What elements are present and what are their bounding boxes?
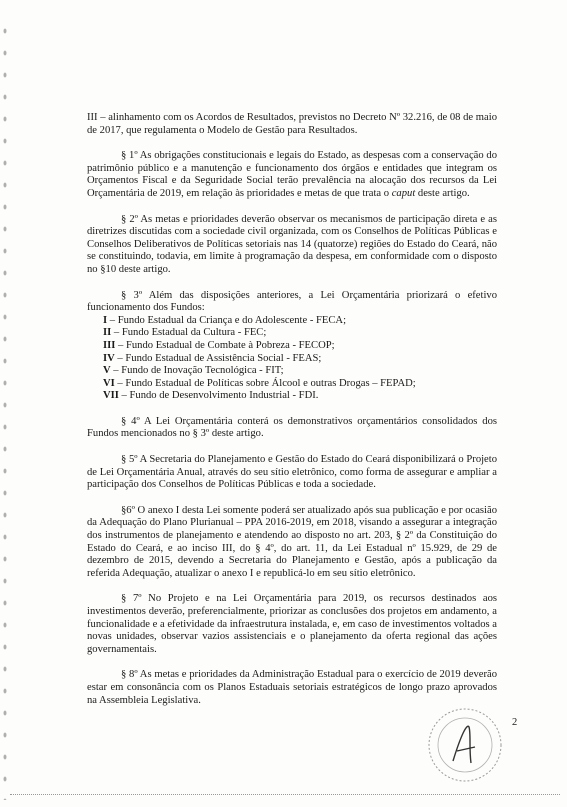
fund-item-2 [103, 327, 497, 340]
fund-item-6 [103, 378, 497, 391]
fund-item-7 [103, 390, 497, 403]
fund-number: III [103, 339, 116, 351]
fund-number: V [103, 365, 111, 377]
fund-item-5 [103, 365, 497, 378]
page-number: 2 [512, 717, 518, 728]
fund-text: – Fundo Estadual da Cultura - FEC; [111, 327, 267, 339]
fund-text: – Fundo Estadual de Assistência Social - FEAS; [114, 352, 322, 364]
fund-number: VI [103, 377, 115, 389]
fund-text: – Fundo de Inovação Tecnológica - FIT; [110, 365, 284, 377]
fund-item-4 [103, 353, 497, 366]
paragraph-3: § 3º Além das disposições anteriores, a Lei Orçamentária priorizará o efetivo funcionamento dos Fundos: [87, 289, 497, 314]
paragraph-6: §6º O anexo I desta Lei somente poderá ser atualizado após sua publicação e por ocasião da Adequação do Plano Plurianual – PPA 2016-2019, em 2018, visando a assegurar a integração dos instrumentos de planejamento e atendendo ao disposto no art. 203, § 2º da Constituição do Estado do Ceará, e ao inciso III, do § 4º, do art. 11, da Lei Estadual nº 15.929, de 29 de dezembro de 2015, devendo a Secretaria do Planejamento e Gestão, após a publicação da referida Adequação, atualizar o anexo I e republicá-lo em seu sítio eletrônico. [87, 504, 497, 579]
funds-list [87, 315, 497, 403]
document-body [87, 112, 497, 720]
fund-item-1 [103, 315, 497, 328]
seal-stamp [425, 705, 505, 785]
fund-text: – Fundo Estadual da Criança e do Adolescente - FECA; [107, 314, 347, 326]
paragraph-2: § 2º As metas e prioridades deverão observar os mecanismos de participação direta e as diretrizes discutidas com a sociedade civil organizada, com os Conselhos de Políticas Públicas e Conselhos Deliberativos de Políticas setoriais nas 14 (quatorze) regiões do Estado do Ceará, não se constituindo, todavia, em limite à programação da despesa, em conformidade com o disposto no §10 deste artigo. [87, 213, 497, 275]
fund-item-3 [103, 340, 497, 353]
binding-holes [2, 20, 12, 800]
fund-number: VII [103, 390, 119, 402]
paragraph-1: § 1º As obrigações constitucionais e legais do Estado, as despesas com a conservação do patrimônio público e a manutenção e funcionamento dos órgãos e entidades que integram os Orçamentos Fiscal e da Seguridade Social terão prevalência na alocação dos recursos da Lei Orçamentária de 2019, em relação às prioridades e metas de que trata o caput deste artigo. [87, 150, 497, 199]
fund-text: – Fundo Estadual de Combate à Pobreza - FECOP; [115, 339, 335, 351]
caput-emphasis: caput [391, 187, 416, 199]
fund-number: IV [103, 352, 115, 364]
fund-number: I [103, 314, 108, 326]
fund-text: – Fundo Estadual de Políticas sobre Álcool e outras Drogas – FEPAD; [114, 377, 416, 389]
fund-number: II [103, 327, 112, 339]
paragraph-5: § 5º A Secretaria do Planejamento e Gestão do Estado do Ceará disponibilizará o Projeto de Lei Orçamentária Anual, através do seu sítio eletrônico, como forma de assegurar e ampliar a participação dos Conselhos de Políticas Públicas e toda a sociedade. [87, 454, 497, 491]
bottom-rule [10, 794, 560, 795]
paragraph-item-iii: III – alinhamento com os Acordos de Resultados, previstos no Decreto Nº 32.216, de 08 de maio de 2017, que regulamenta o Modelo de Gestão para Resultados. [87, 112, 497, 136]
fund-text: – Fundo de Desenvolvimento Industrial - FDI. [118, 390, 319, 402]
paragraph-7: § 7º No Projeto e na Lei Orçamentária para 2019, os recursos destinados aos investimentos deverão, preferencialmente, priorizar as conclusões dos projetos em andamento, a funcionalidade e a efetividade da infraestrutura instalada, e, em caso de investimentos voltados a novas unidades, observar vazios assistenciais e o planejamento da oferta regional das ações governamentais. [87, 593, 497, 655]
paragraph-4: § 4º A Lei Orçamentária conterá os demonstrativos orçamentários consolidados dos Fundos mencionados no § 3º deste artigo. [87, 415, 497, 440]
paragraph-8: § 8º As metas e prioridades da Administração Estadual para o exercício de 2019 deverão estar em consonância com os Planos Estaduais setoriais estratégicos de longo prazo aprovados na Assembleia Legislativa. [87, 669, 497, 706]
